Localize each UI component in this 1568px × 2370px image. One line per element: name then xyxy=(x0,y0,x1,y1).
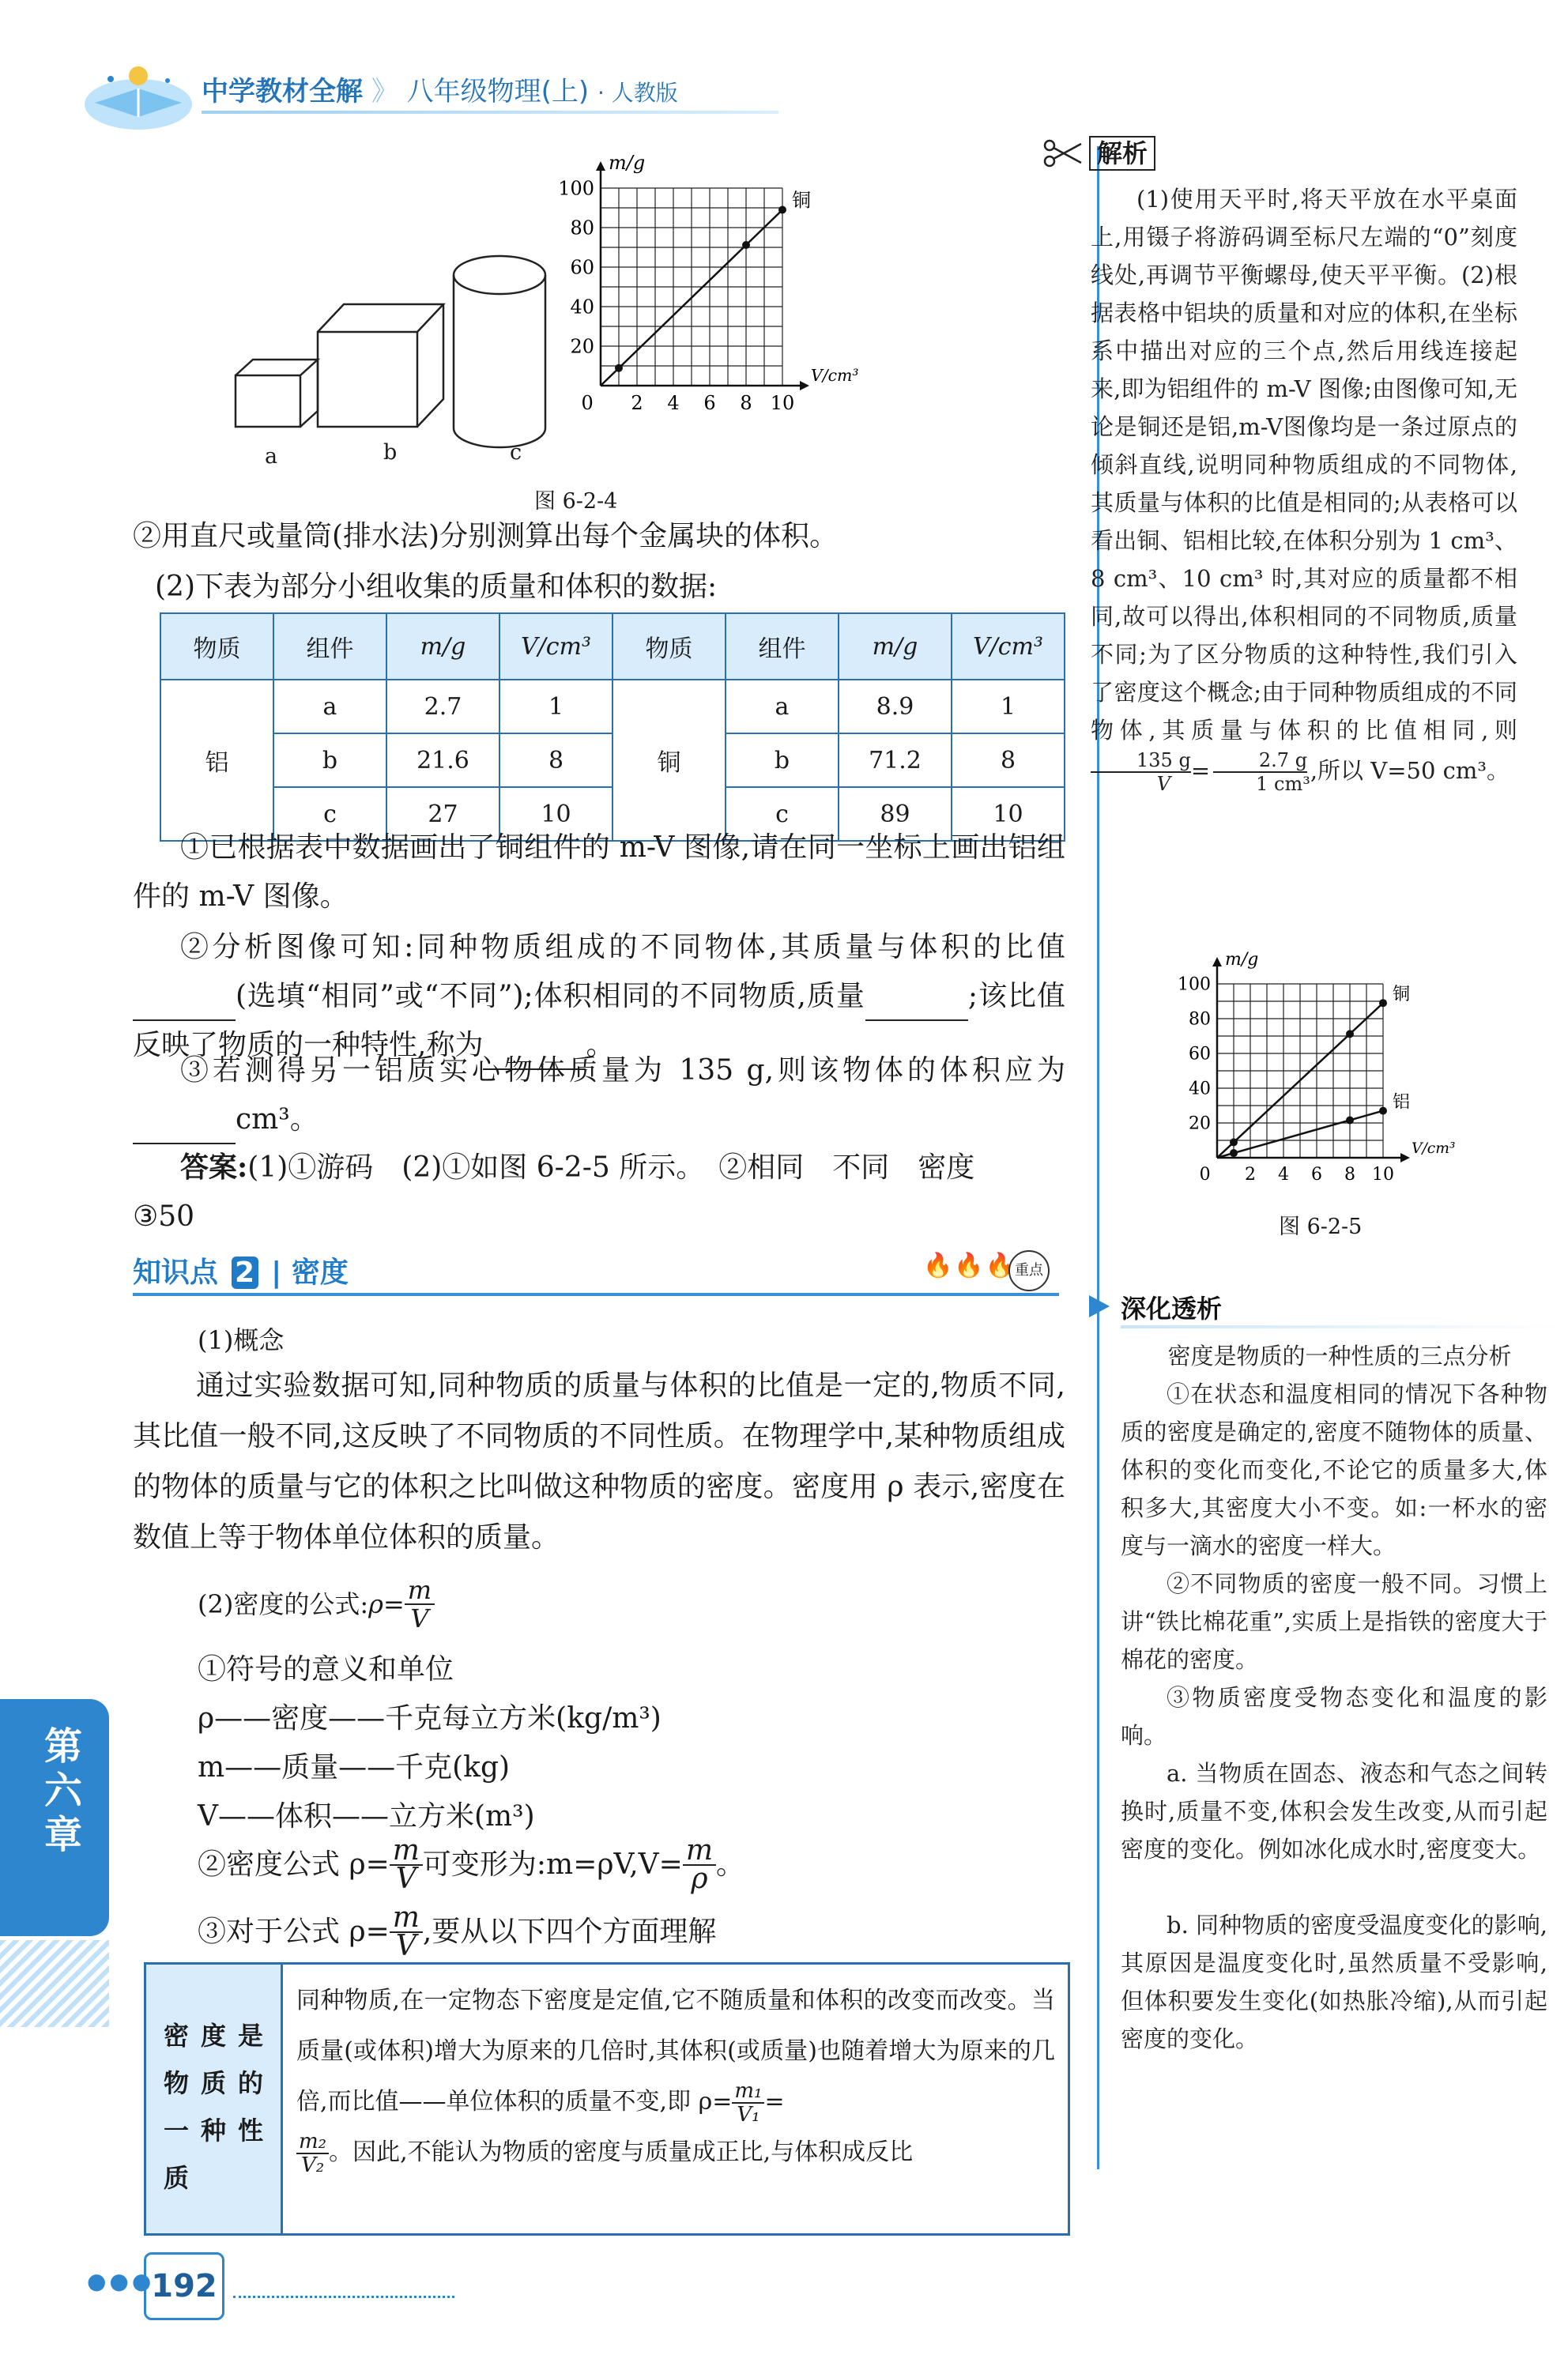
table-cell: 89 xyxy=(839,787,952,841)
x-tick-label: 0 xyxy=(581,392,594,414)
jiexi-body: (1)使用天平时,将天平放在水平桌面上,用镊子将游码调至标尺左端的“0”刻度线处,再调节平衡螺母,使天平平衡。(2)根据表格中铝块的质量和对应的体积,在坐标系中描出对应的三个点,然后用线连接起来,即为铝组件的 m-V 图像;由图像可知,无论是铜还是铝,m-V图像均是一条过原点的倾斜直线,说明同种物质组成的不同物体,其质量与体积的比值是相同的;从表格可以看出铜、铝相比较,在体积分别为 1 cm³、8 cm³、10 cm³ 时,其对应的质量都不相同,故可以得出,体积相同的不同物质,质量不同;为了区分物质的这种特性,我们引入了密度这个概念;由于同种物质组成的不同物体,其质量与体积的比值相同,则 xyxy=(1091,186,1517,744)
answer-text: (1)①游码 (2)①如图 6-2-5 所示。 ②相同 不同 密度 xyxy=(247,1151,975,1184)
question-3 xyxy=(133,1046,1065,1144)
fraction-denominator: 1 cm³ xyxy=(1256,773,1310,795)
key-point-badge: 重点 xyxy=(1008,1250,1050,1291)
chart-6-2-4 xyxy=(553,134,933,435)
fraction-denominator: V xyxy=(1156,773,1171,795)
variant-denominator: ρ xyxy=(691,1863,708,1895)
table-header: m/g xyxy=(839,613,952,680)
variant-text-b: 可变形为:m=ρV,V= xyxy=(422,1848,683,1881)
answer-text-2: ③50 xyxy=(133,1200,195,1233)
table-cell-material: 铝 xyxy=(160,680,273,841)
concept-paragraph: 通过实验数据可知,同种物质的质量与体积的比值是一定的,物质不同,其比值一般不同,这反映了不同物质的不同性质。在物理学中,某种物质组成的物体的质量与它的体积之比叫做这种物质的密度。密度用 ρ 表示,密度在数值上等于物体单位体积的质量。 xyxy=(133,1370,1065,1554)
jiexi-header xyxy=(1042,133,1176,174)
y-tick-label: 60 xyxy=(570,256,594,279)
shenhua-point-1: ①在状态和温度相同的情况下各种物质的密度是确定的,密度不随物体的质量、体积的变化而变化,不论它的质量多大,体积多大,其密度大小不变。如:一杯水的密度与一滴水的密度一样大。 xyxy=(1121,1381,1547,1559)
scissors-icon xyxy=(1042,138,1086,169)
kp-rule xyxy=(133,1293,1059,1296)
variant-numerator: m xyxy=(683,1837,716,1866)
question-1: ①已根据表中数据画出了铜组件的 m-V 图像,请在同一坐标上画出铝组件的 m-V 图像。 xyxy=(133,831,1065,913)
header-sep: 》 xyxy=(371,76,398,107)
q3-text-b: cm³。 xyxy=(236,1103,318,1136)
x-tick-label: 2 xyxy=(1245,1165,1256,1185)
symbol-rho: ρ——密度——千克每立方米(kg/m³) xyxy=(198,1702,662,1735)
q2-text-b: (选填“相同”或“不同”);体积相同的不同物质,质量 xyxy=(236,980,865,1012)
jiexi-fraction-2 xyxy=(1210,749,1310,795)
y-tick-label: 20 xyxy=(570,335,594,358)
table-header: 组件 xyxy=(726,613,839,680)
variant-denominator: V xyxy=(395,1863,416,1895)
data-point xyxy=(778,206,786,214)
q3-text-a: ③若测得另一铝质实心物体质量为 135 g,则该物体的体积应为 xyxy=(180,1054,1065,1087)
table-cell: 8.9 xyxy=(839,680,952,733)
table-cell-material: 铜 xyxy=(612,680,726,841)
block-b xyxy=(318,304,443,427)
x-axis-arrow xyxy=(800,381,809,390)
table-cell: c xyxy=(726,787,839,841)
table-header: m/g xyxy=(386,613,499,680)
understanding-text-b: ,要从以下四个方面理解 xyxy=(422,1916,717,1948)
fig-6-2-5-caption: 图 6-2-5 xyxy=(1279,1215,1363,1239)
variant-fraction-2 xyxy=(683,1834,716,1895)
x-tick-label: 10 xyxy=(770,392,795,414)
formula-heading: (2)密度的公式: xyxy=(198,1589,369,1619)
table-cell: 21.6 xyxy=(386,733,499,787)
kp-name: 密度 xyxy=(291,1257,349,1289)
y-axis-arrow xyxy=(596,161,605,171)
shape-label-c: c xyxy=(510,440,522,465)
data-point xyxy=(1230,1138,1238,1146)
understanding-text-a: ③对于公式 ρ= xyxy=(198,1916,390,1948)
formula-rho: ρ= xyxy=(368,1589,405,1619)
density-box-label: 密度是物质的一种性质 xyxy=(164,2021,263,2193)
jiexi-tail: ,所以 V=50 cm³。 xyxy=(1310,757,1510,784)
answer-blank[interactable] xyxy=(133,988,236,1021)
understanding-numerator: m xyxy=(390,1905,423,1933)
shenhua-header xyxy=(1089,1284,1563,1328)
y-axis-arrow xyxy=(1212,957,1222,966)
density-text-b: 。因此,不能认为物质的密度与质量成正比,与体积成反比 xyxy=(329,2138,914,2166)
jiexi-title: 解析 xyxy=(1089,136,1155,171)
table-header: 物质 xyxy=(612,613,726,680)
text-step-2: ②用直尺或量筒(排水法)分别测算出每个金属块的体积。 xyxy=(133,520,839,552)
y-tick-label: 60 xyxy=(1189,1044,1211,1064)
x-axis-label: V/cm³ xyxy=(1412,1140,1456,1157)
footer-dots: ●●● xyxy=(87,2268,155,2294)
text-table-intro: (2)下表为部分小组收集的质量和体积的数据: xyxy=(155,571,718,603)
formula-denominator: V xyxy=(410,1603,429,1633)
answer-blank[interactable] xyxy=(133,1111,236,1144)
fraction-numerator: m₁ xyxy=(732,2080,764,2104)
table-cell: a xyxy=(726,680,839,733)
x-tick-label: 8 xyxy=(740,392,752,414)
header-logo xyxy=(79,55,198,134)
table-cell: b xyxy=(273,733,386,787)
header-subject: 八年级物理(上) xyxy=(406,76,590,107)
y-tick-label: 40 xyxy=(1189,1079,1211,1099)
side-decoration xyxy=(0,1940,109,2027)
density-box-label-cell xyxy=(146,1965,283,2233)
shenhua-point-3b: b. 同种物质的密度受温度变化的影响,其原因是温度变化时,虽然质量不受影响,但体积要发生变化(如热胀冷缩),从而引起密度的变化。 xyxy=(1121,1912,1547,2052)
understanding-denominator: V xyxy=(395,1930,416,1962)
shenhua-point-3a: a. 当物质在固态、液态和气态之间转换时,质量不变,体积会发生改变,从而引起密度的变化。例如冰化成水时,密度变大。 xyxy=(1121,1760,1547,1863)
table-header-row xyxy=(160,613,1065,680)
data-point xyxy=(1379,1107,1387,1115)
density-text-a: 同种物质,在一定物态下密度是定值,它不随质量和体积的改变而改变。当质量(或体积)增大为原来的几倍时,其体积(或质量)也随着增大为原来的几倍,而比值——单位体积的质量不变,即 ρ= xyxy=(296,1987,1055,2116)
density-box-text: 同种物质,在一定物态下密度是定值,它不随质量和体积的改变而改变。当质量(或体积)增大为原来的几倍时,其体积(或质量)也随着增大为原来的几倍,而比值——单位体积的质量不变,即 ρ= $\frac{\text{m₁}}{\text{V₁}}$ = $\frac{\text{m₂}}{\text{V₂}}$ 。因此,不能认为物质的密度与质量成正比,与体积成反比 xyxy=(296,1987,1055,2177)
formula-variants xyxy=(198,1834,744,1895)
understanding-line xyxy=(198,1901,717,1962)
table-header: V/cm³ xyxy=(952,613,1065,680)
header-title xyxy=(202,70,678,108)
series-label: 铜 xyxy=(792,189,811,212)
knowledge-point-header xyxy=(133,1241,1059,1296)
fraction-numerator: 135 g xyxy=(1091,749,1191,773)
header-book: 中学教材全解 xyxy=(202,76,363,107)
flame-icon: 🔥🔥🔥 xyxy=(923,1252,1017,1279)
symbol-v: V——体积——立方米(m³) xyxy=(198,1800,535,1833)
chart-6-2-5 xyxy=(1146,929,1456,1189)
variant-fraction-1 xyxy=(390,1834,423,1895)
formula-numerator: m xyxy=(405,1577,435,1605)
answer-blank[interactable] xyxy=(865,988,968,1021)
x-tick-label: 2 xyxy=(631,392,643,414)
x-tick-label: 8 xyxy=(1344,1165,1355,1185)
fraction-numerator: m₂ xyxy=(296,2131,329,2154)
kp-label: 知识点 xyxy=(133,1257,219,1289)
x-tick-label: 6 xyxy=(703,392,716,414)
y-tick-label: 40 xyxy=(570,296,594,318)
data-point xyxy=(615,364,623,372)
chapter-tab[interactable] xyxy=(0,1699,109,1936)
data-point xyxy=(1346,1116,1354,1124)
x-axis-label: V/cm³ xyxy=(811,366,859,385)
table-header: 物质 xyxy=(160,613,273,680)
understanding-fraction xyxy=(390,1901,423,1962)
table-row xyxy=(160,680,1065,733)
density-property-box xyxy=(144,1962,1070,2236)
y-tick-label: 80 xyxy=(1189,1009,1211,1030)
table-cell: 10 xyxy=(499,787,612,841)
fig-6-2-4-blocks xyxy=(221,229,553,466)
block-c xyxy=(454,256,545,447)
jiexi-fraction-1 xyxy=(1091,749,1191,795)
fraction-numerator: 2.7 g xyxy=(1213,749,1307,773)
q2-text-d: 。 xyxy=(586,1029,615,1061)
y-tick-label: 80 xyxy=(570,217,594,239)
kp-title: 知识点 2 | 密度 xyxy=(133,1257,349,1289)
page-number: 192 xyxy=(144,2252,224,2320)
variant-end: 。 xyxy=(715,1848,744,1881)
table-cell: 1 xyxy=(499,680,612,733)
density-fraction-1 xyxy=(732,2080,764,2126)
concept-heading: (1)概念 xyxy=(198,1325,285,1355)
shenhua-subtitle: 密度是物质的一种性质的三点分析 xyxy=(1167,1343,1512,1370)
density-fraction-2 xyxy=(296,2131,329,2176)
arrow-icon xyxy=(1089,1295,1110,1317)
formula-fraction xyxy=(405,1577,435,1632)
table-cell: 8 xyxy=(952,733,1065,787)
shape-label-a: a xyxy=(265,444,278,469)
kp-number: 2 xyxy=(232,1257,258,1289)
table-cell: 2.7 xyxy=(386,680,499,733)
table-cell: 8 xyxy=(499,733,612,787)
symbol-m: m——质量——千克(kg) xyxy=(198,1751,511,1784)
answer-block xyxy=(133,1143,1065,1242)
table-header: V/cm³ xyxy=(499,613,612,680)
x-tick-label: 6 xyxy=(1311,1165,1322,1185)
y-axis-label: m/g xyxy=(1225,950,1259,970)
data-point xyxy=(1379,999,1387,1007)
header-edition: · 人教版 xyxy=(597,80,678,106)
data-table xyxy=(160,612,1065,842)
header-rule xyxy=(202,111,778,114)
fraction-denominator: V₁ xyxy=(737,2103,760,2127)
fraction-denominator: V₂ xyxy=(300,2153,325,2177)
q2-text-c: ;该比值反映了物质的一种特性,称为 xyxy=(133,980,1065,1061)
fig-6-2-4-caption: 图 6-2-4 xyxy=(534,489,618,514)
chapter-tab-label: 第六章 xyxy=(44,1724,83,1857)
x-tick-label: 0 xyxy=(1199,1165,1211,1185)
variant-numerator: m xyxy=(390,1837,423,1866)
jiexi-text: (1)使用天平时,将天平放在水平桌面上,用镊子将游码调至标尺左端的“0”刻度线处,再调节平衡螺母,使天平平衡。(2)根据表格中铝块的质量和对应的体积,在坐标系中描出对应的三个点,然后用线连接起来,即为铝组件的 m-V 图像;由图像可知,无论是铜还是铝,m-V图像均是一条过原点的倾斜直线,说明同种物质组成的不同物体,其质量与体积的比值是相同的;从表格可以看出铜、铝相比较,在体积分别为 1 cm³、8 cm³、10 cm³ 时,其对应的质量都不相同,故可以得出,体积相同的不同物质,质量不同;为了区分物质的这种特性,我们引入了密度这个概念;由于同种物质组成的不同物体,其质量与体积的比值相同,则 $\frac{135 g}{V}$ = $\frac{2.7 g}{\text{1 cm³}}$ ,所以 V=50 cm³。 xyxy=(1091,186,1517,795)
x-tick-label: 10 xyxy=(1372,1165,1394,1185)
y-tick-label: 100 xyxy=(558,177,594,200)
variant-text-a: ②密度公式 ρ= xyxy=(198,1848,390,1881)
series-label: 铝 xyxy=(1393,1092,1411,1113)
shape-label-b: b xyxy=(383,440,398,465)
formula-line xyxy=(198,1577,435,1632)
shenhua-rule xyxy=(1121,1325,1563,1328)
answer-label: 答案: xyxy=(180,1151,248,1184)
symbol-heading: ①符号的意义和单位 xyxy=(198,1653,454,1686)
data-point xyxy=(742,241,750,249)
table-cell: 10 xyxy=(952,787,1065,841)
q2-text-a: ②分析图像可知:同种物质组成的不同物体,其质量与体积的比值 xyxy=(180,931,1065,963)
y-axis-label: m/g xyxy=(609,152,646,174)
table-cell: 27 xyxy=(386,787,499,841)
shenhua-point-2: ②不同物质的密度一般不同。习惯上讲“铁比棉花重”,实质上是指铁的密度大于棉花的密度。 xyxy=(1121,1570,1547,1673)
data-point xyxy=(1230,1149,1238,1157)
footer-rule xyxy=(233,2296,454,2298)
x-tick-label: 4 xyxy=(667,392,680,414)
y-tick-label: 100 xyxy=(1178,974,1211,995)
table-cell: 1 xyxy=(952,680,1065,733)
data-point xyxy=(1346,1030,1354,1038)
series-label: 铜 xyxy=(1393,985,1411,1005)
table-cell: c xyxy=(273,787,386,841)
y-tick-label: 20 xyxy=(1189,1113,1211,1134)
block-a xyxy=(236,360,318,427)
table-cell: a xyxy=(273,680,386,733)
shenhua-point-3: ③物质密度受物态变化和温度的影响。 xyxy=(1121,1684,1547,1749)
table-cell: 71.2 xyxy=(839,733,952,787)
x-axis-arrow xyxy=(1400,1153,1410,1162)
table-cell: b xyxy=(726,733,839,787)
shenhua-title: 深化透析 xyxy=(1121,1294,1223,1324)
x-tick-label: 4 xyxy=(1278,1165,1289,1185)
table-header: 组件 xyxy=(273,613,386,680)
